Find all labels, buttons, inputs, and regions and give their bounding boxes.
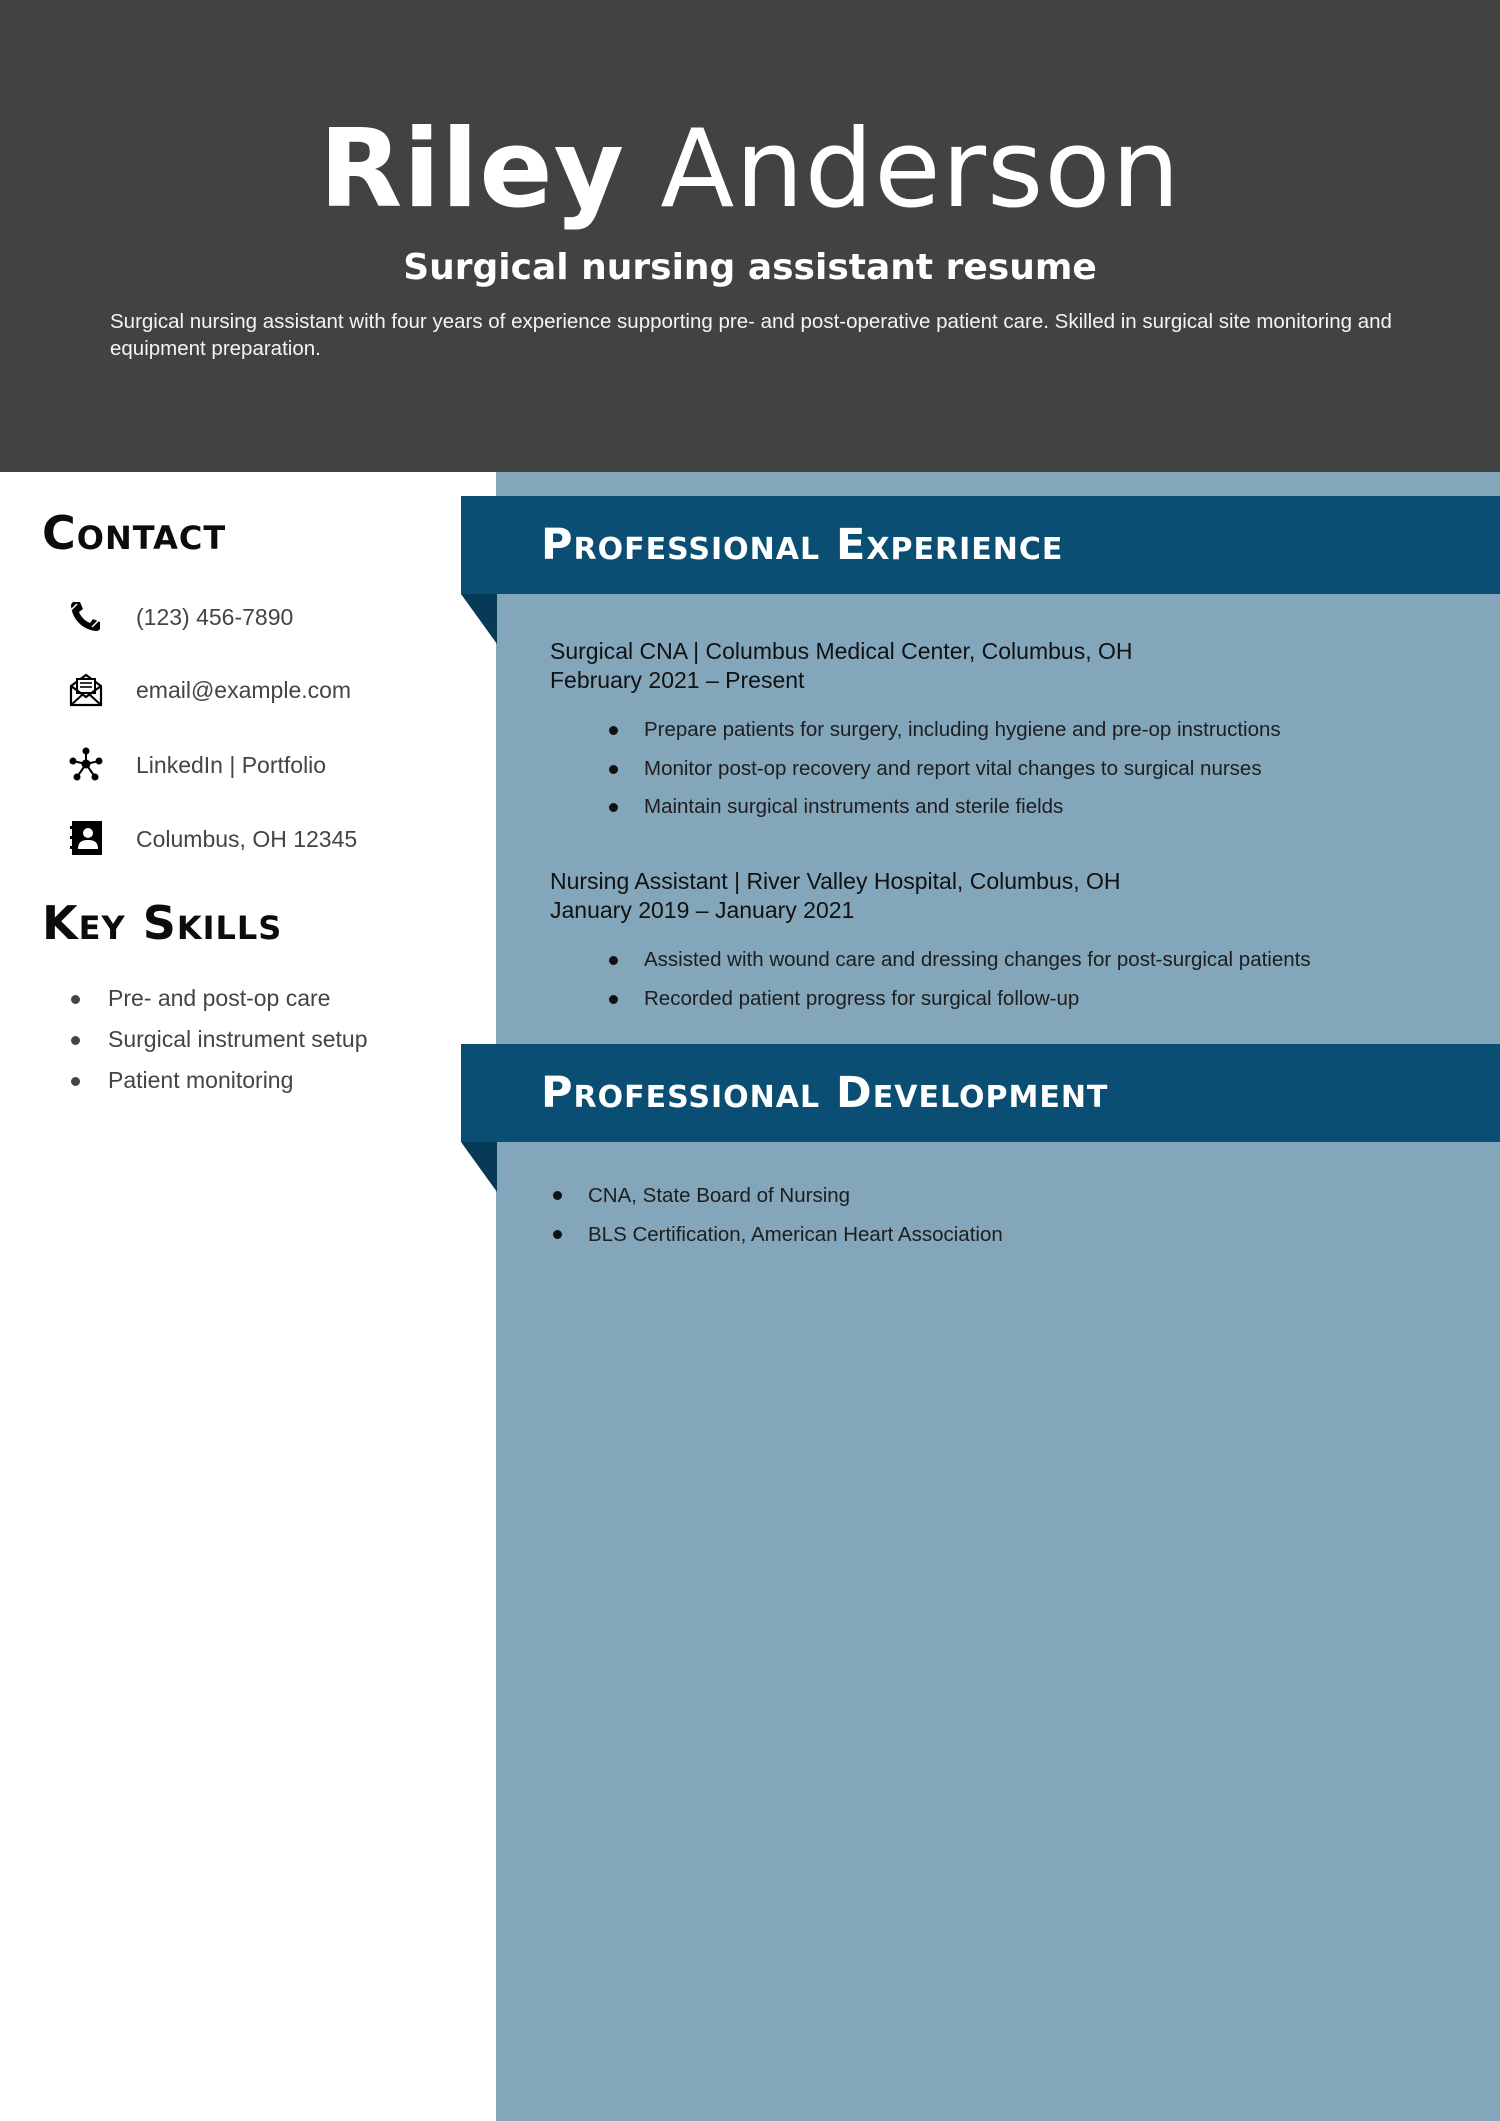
header xyxy=(0,0,1500,472)
last-name: Anderson xyxy=(660,107,1181,232)
development-list xyxy=(550,1176,1003,1254)
first-name: Riley xyxy=(319,107,625,232)
full-name xyxy=(0,105,1500,235)
job-bullet: Monitor post-op recovery and report vital changes to surgical nurses xyxy=(550,750,1450,789)
job-bullet: Recorded patient progress for surgical follow-up xyxy=(550,980,1450,1019)
experience-banner-fold xyxy=(461,594,497,644)
job-title: Nursing Assistant | River Valley Hospital, Columbus, OH xyxy=(550,868,1121,894)
job-bullet: Maintain surgical instruments and sterile fields xyxy=(550,788,1450,827)
contact-card-icon xyxy=(66,818,106,858)
address-text: Columbus, OH 12345 xyxy=(136,826,358,852)
job-dates: January 2019 – January 2021 xyxy=(550,897,855,923)
development-heading: Professional Development xyxy=(541,1068,1109,1118)
development-item: CNA, State Board of Nursing xyxy=(550,1176,1003,1215)
contact-links xyxy=(66,743,327,785)
envelope-icon xyxy=(66,669,106,709)
development-banner xyxy=(461,1044,1500,1142)
links-text: LinkedIn | Portfolio xyxy=(136,752,327,778)
contact-phone xyxy=(66,595,294,637)
network-icon xyxy=(66,744,106,784)
job-title: Surgical CNA | Columbus Medical Center, Columbus, OH xyxy=(550,638,1133,664)
job-bullets xyxy=(550,941,1450,1018)
job-bullets xyxy=(550,711,1450,827)
development-item: BLS Certification, American Heart Association xyxy=(550,1215,1003,1254)
job-bullet: Prepare patients for surgery, including hygiene and pre-op instructions xyxy=(550,711,1450,750)
job-entry-1 xyxy=(550,636,1450,827)
skill-item: Pre- and post-op care xyxy=(68,978,368,1019)
phone-text: (123) 456-7890 xyxy=(136,604,294,630)
job-dates: February 2021 – Present xyxy=(550,667,805,693)
development-banner-fold xyxy=(461,1142,497,1192)
email-text: email@example.com xyxy=(136,677,352,703)
contact-email xyxy=(66,668,352,710)
skills-heading: Key Skills xyxy=(42,896,283,950)
skill-item: Surgical instrument setup xyxy=(68,1019,368,1060)
resume-subtitle: Surgical nursing assistant resume xyxy=(403,247,1097,288)
job-entry-2 xyxy=(550,866,1450,1018)
job-bullet: Assisted with wound care and dressing changes for post-surgical patients xyxy=(550,941,1450,980)
contact-heading: Contact xyxy=(42,506,227,560)
experience-banner xyxy=(461,496,1500,594)
summary-text: Surgical nursing assistant with four years of experience supporting pre- and post-operative patient care. Skilled in surgical site monitoring and equipment preparation. xyxy=(110,310,1392,360)
skill-item: Patient monitoring xyxy=(68,1060,368,1101)
experience-heading: Professional Experience xyxy=(541,520,1064,570)
phone-icon xyxy=(66,596,106,636)
contact-address xyxy=(66,817,358,859)
skills-list xyxy=(68,978,368,1101)
left-column xyxy=(0,472,496,2121)
